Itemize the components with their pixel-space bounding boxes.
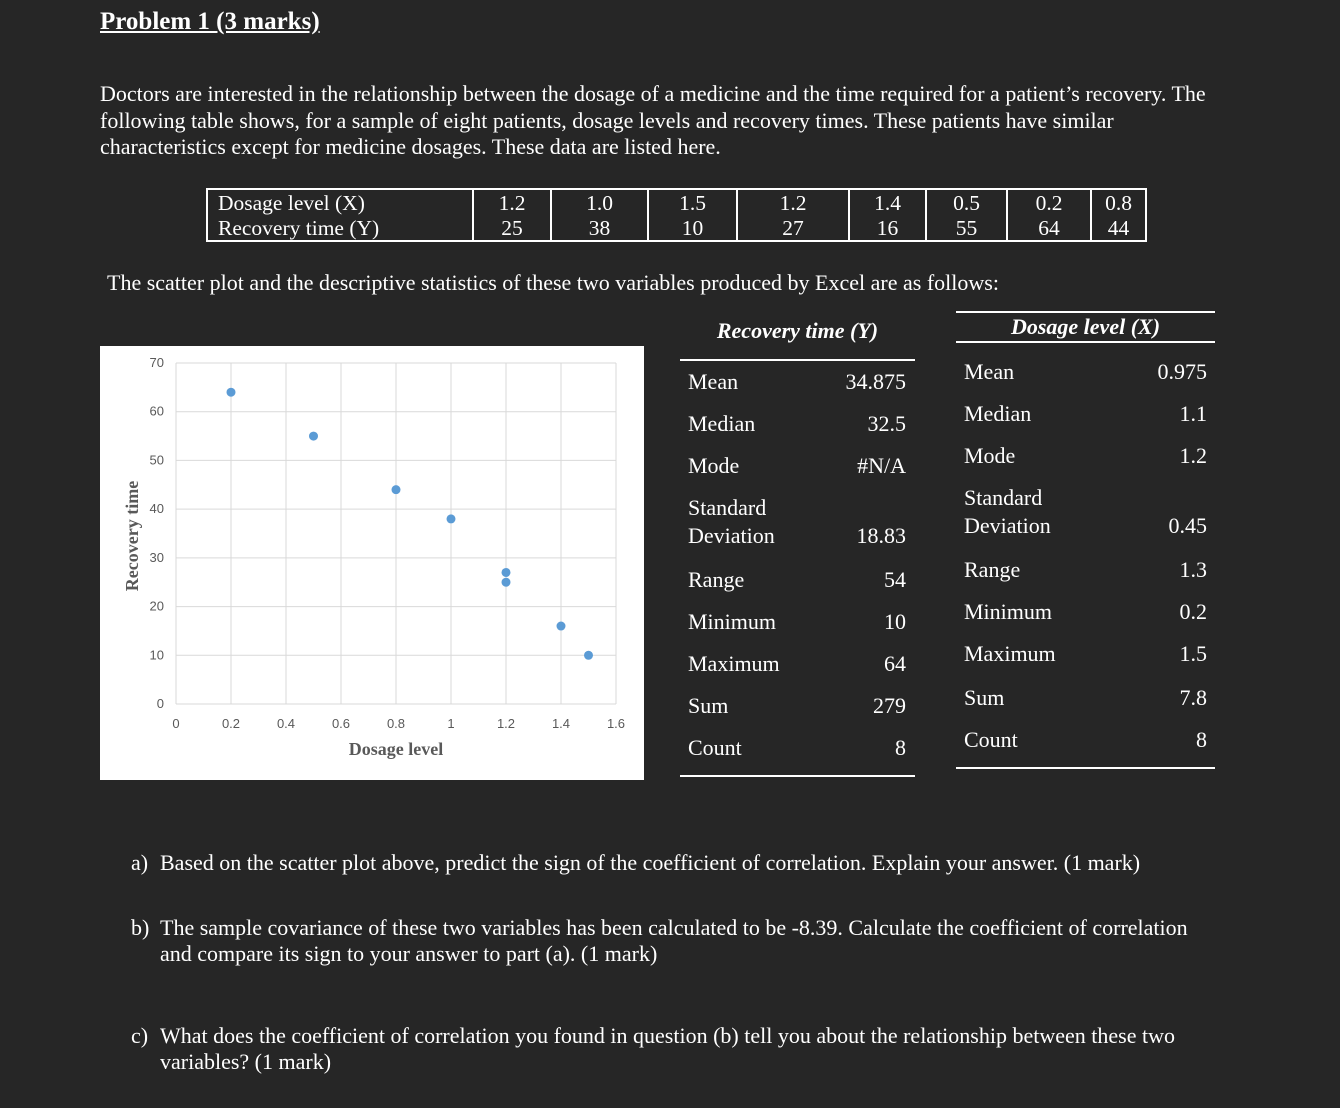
stat-label: Median [688, 411, 756, 436]
recovery-cell: 44 [1091, 215, 1146, 241]
stat-value: 8 [1196, 727, 1207, 752]
recovery-cell: 55 [926, 215, 1007, 241]
data-point [447, 514, 456, 523]
question-text: What does the coefficient of correlation you found in question (b) tell you about the relationship between these two [160, 1023, 1175, 1048]
dosage-cell: 1.2 [473, 189, 551, 215]
stat-value: 32.5 [867, 411, 906, 436]
recovery-cell: 27 [737, 215, 849, 241]
x-axis-title: Dosage level [348, 739, 444, 759]
question-letter: c) [131, 1023, 149, 1048]
problem-title: Problem 1 (3 marks) [100, 8, 320, 35]
data-point [227, 388, 236, 397]
scatter-chart [100, 346, 644, 780]
stat-value: 18.83 [856, 523, 906, 548]
stat-value: 1.1 [1179, 401, 1207, 426]
y-tick-label: 10 [149, 647, 164, 663]
question-text: The sample covariance of these two variables has been calculated to be -8.39. Calculate the coefficient of correlation [160, 915, 1188, 940]
stats-y-bottom-rule [680, 775, 915, 777]
dosage-cell: 0.5 [926, 189, 1007, 215]
stat-value: 34.875 [845, 369, 906, 394]
stat-value: 1.5 [1179, 641, 1207, 666]
data-point [392, 485, 401, 494]
recovery-cell: 16 [849, 215, 926, 241]
y-tick-label: 30 [149, 549, 164, 565]
stat-value: 1.3 [1179, 557, 1207, 582]
question-letter: b) [131, 915, 150, 940]
stat-value: 0.2 [1179, 599, 1207, 624]
data-point [557, 622, 566, 631]
recovery-cell: 38 [551, 215, 648, 241]
scatter-svg [100, 346, 644, 780]
x-tick-label: 0.4 [276, 716, 296, 731]
stat-label: Mean [964, 359, 1015, 384]
stat-label: Count [964, 727, 1018, 752]
y-tick-label: 60 [149, 403, 164, 419]
data-point [502, 568, 511, 577]
data-table [206, 188, 1147, 242]
stat-label: Minimum [964, 599, 1053, 624]
stat-value: 0.975 [1157, 359, 1207, 384]
y-tick-label: 50 [149, 452, 164, 468]
question-text: variables? (1 mark) [160, 1049, 332, 1074]
stat-value: 1.2 [1179, 443, 1207, 468]
problem-intro [100, 81, 1263, 161]
x-tick-label: 1.2 [496, 716, 516, 731]
stat-label: Maximum [688, 651, 780, 676]
stat-label: Count [688, 735, 742, 760]
dosage-cell: 1.2 [737, 189, 849, 215]
y-axis-title: Recovery time [122, 480, 142, 592]
data-point [584, 651, 593, 660]
stat-label: Sum [688, 693, 729, 718]
stats-x-mid-rule [956, 341, 1215, 343]
stat-label-line: Deviation [688, 523, 775, 548]
recovery-cell: 25 [473, 215, 551, 241]
x-tick-label: 0.2 [221, 716, 241, 731]
stat-value: 0.45 [1168, 513, 1207, 538]
scatter-intro: The scatter plot and the descriptive statistics of these two variables produced by Excel are as follows: [107, 270, 999, 295]
question-text: Based on the scatter plot above, predict the sign of the coefficient of correlation. Explain your answer. (1 mark) [160, 850, 1141, 875]
stat-label-line: Deviation [964, 513, 1051, 538]
stat-label: Maximum [964, 641, 1056, 666]
stat-label: Mode [688, 453, 740, 478]
x-tick-label: 1.4 [551, 716, 571, 731]
question-b [131, 915, 1271, 971]
x-tick-label: 1 [447, 716, 455, 731]
data-point [502, 578, 511, 587]
stat-label [688, 494, 775, 550]
x-tick-label: 0.6 [331, 716, 351, 731]
question-text: and compare its sign to your answer to part (a). (1 mark) [160, 941, 658, 966]
stat-label: Minimum [688, 609, 777, 634]
stat-value: 8 [895, 735, 906, 760]
x-tick-label: 1.6 [606, 716, 626, 731]
stat-label: Mean [688, 369, 739, 394]
dosage-cell: 0.8 [1091, 189, 1146, 215]
stat-value: #N/A [857, 453, 906, 478]
y-tick-label: 0 [156, 696, 164, 711]
stat-label: Sum [964, 685, 1005, 710]
stats-y-top-rule [680, 359, 915, 361]
question-letter: a) [131, 850, 149, 875]
stat-label: Range [688, 567, 745, 592]
intro-line: following table shows, for a sample of eight patients, dosage levels and recovery times. These patients have similar [100, 107, 1114, 133]
data-point [309, 432, 318, 441]
stats-y-title: Recovery time (Y) [716, 318, 879, 343]
y-tick-label: 20 [149, 598, 164, 614]
dosage-cell: 1.4 [849, 189, 926, 215]
stat-label: Median [964, 401, 1032, 426]
x-tick-label: 0.8 [386, 716, 406, 731]
stat-value: 10 [884, 609, 906, 634]
intro-line: characteristics except for medicine dosages. These data are listed here. [100, 134, 721, 159]
stat-value: 279 [873, 693, 906, 718]
stat-value: 64 [884, 651, 906, 676]
question-c [131, 1023, 1271, 1079]
recovery-cell: 64 [1007, 215, 1091, 241]
y-tick-label: 40 [149, 501, 164, 517]
row-label-dosage: Dosage level (X) [207, 189, 473, 215]
question-a [131, 850, 1271, 880]
stats-x-title: Dosage level (X) [1010, 314, 1161, 339]
stat-value: 54 [884, 567, 906, 592]
stats-x-bottom-rule [956, 767, 1215, 769]
recovery-row [207, 215, 1146, 241]
dosage-cell: 1.5 [648, 189, 737, 215]
stat-label [964, 484, 1051, 540]
stat-label-line: Standard [964, 485, 1043, 510]
y-tick-label: 70 [149, 355, 164, 370]
stat-label-line: Standard [688, 495, 767, 520]
dosage-row [207, 189, 1146, 215]
stats-x-top-rule [956, 311, 1215, 313]
stat-label: Range [964, 557, 1021, 582]
recovery-cell: 10 [648, 215, 737, 241]
stat-label: Mode [964, 443, 1016, 468]
row-label-recovery: Recovery time (Y) [207, 215, 473, 241]
stat-value: 7.8 [1179, 685, 1207, 710]
x-tick-label: 0 [172, 716, 180, 731]
intro-line: Doctors are interested in the relationship between the dosage of a medicine and the time required for a patient’s recovery. The [100, 81, 1206, 106]
dosage-cell: 0.2 [1007, 189, 1091, 215]
dosage-cell: 1.0 [551, 189, 648, 215]
